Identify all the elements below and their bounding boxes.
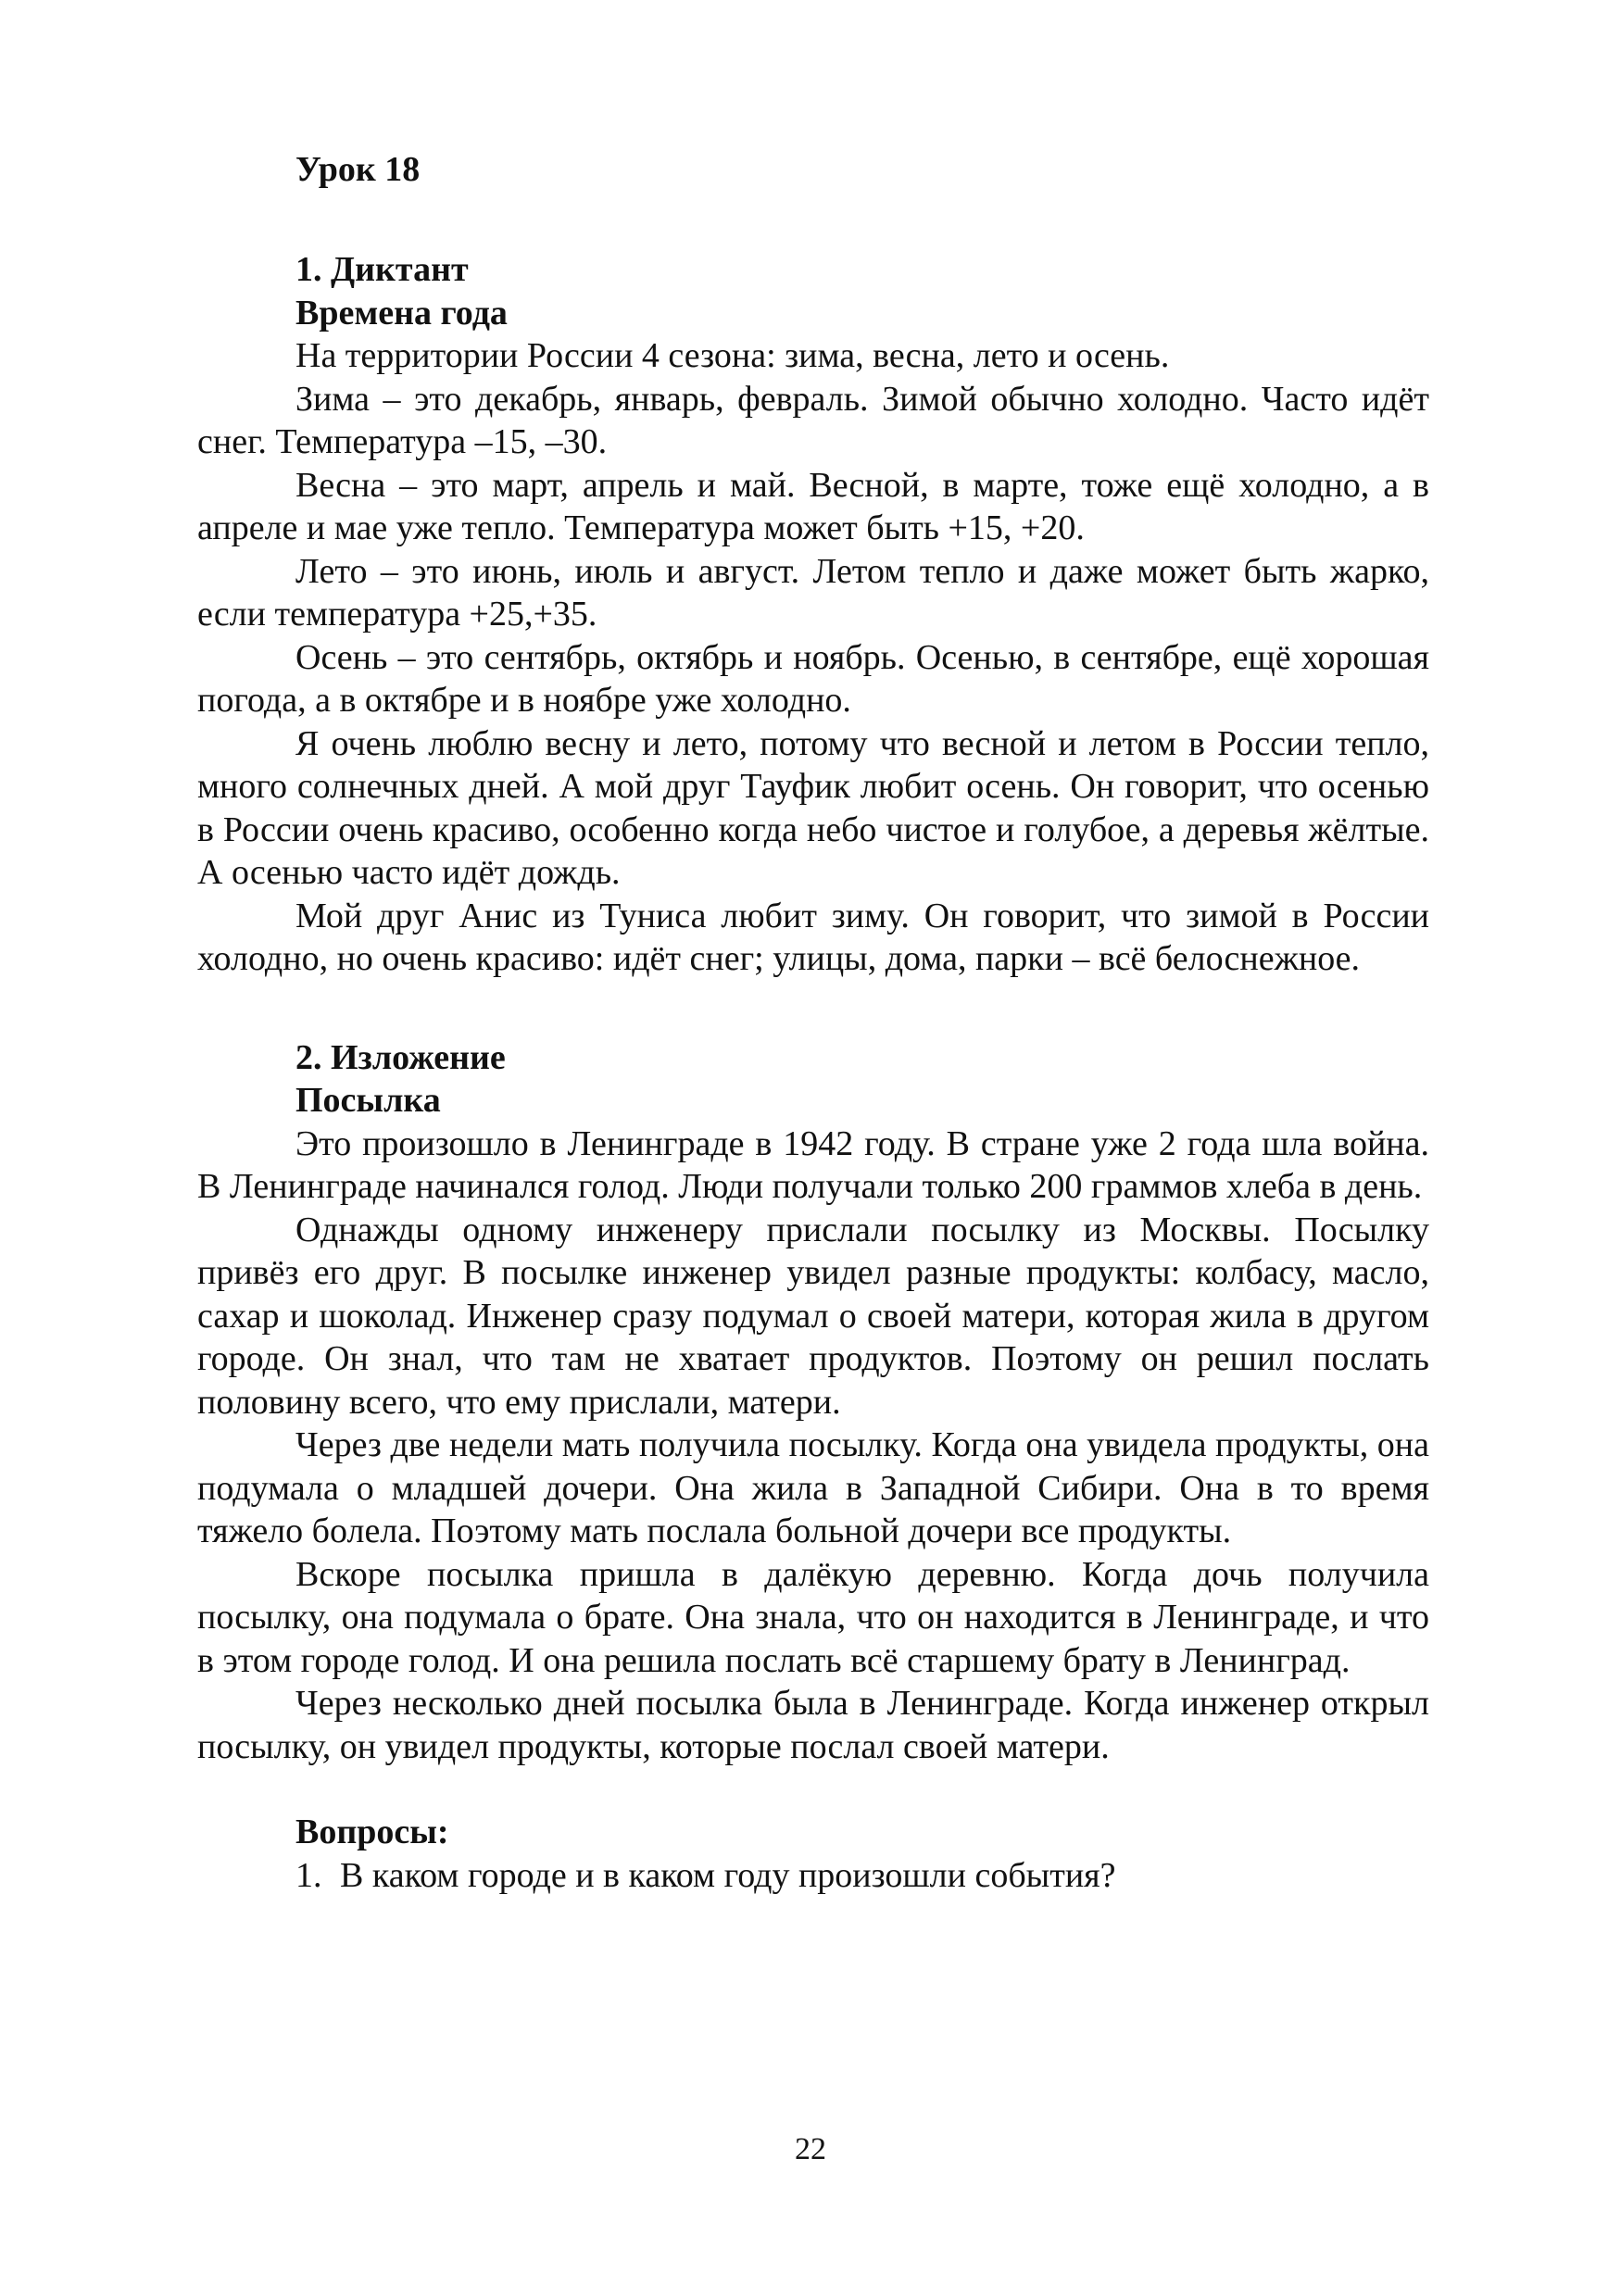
exposition-paragraph: Через несколько дней посылка была в Ленинграде. Когда инженер открыл посылку, он увидел продукты, которые послал своей матери. <box>197 1684 1429 1766</box>
page-number: 22 <box>795 2132 826 2166</box>
exposition-paragraph: Вскоре посылка пришла в далёкую деревню. Когда дочь получила посылку, она подумала о брате. Она знала, что он находится в Ленинграде, и что в этом городе голод. И она решила послать всё старшему брату в Ленинград. <box>197 1554 1429 1680</box>
page-content <box>197 146 1429 1897</box>
questions-heading: Вопросы: <box>295 1813 449 1851</box>
lesson-title: Урок 18 <box>295 150 421 189</box>
dictation-paragraph: Я очень люблю весну и лето, потому что весной и летом в России тепло, много солнечных дней. А мой друг Тауфик любит осень. Он говорит, что осенью в России очень красиво, особенно когда небо чистое и голубое, а деревья жёлтые. А осенью часто идёт дождь. <box>197 723 1429 892</box>
exposition-paragraph: Однажды одному инженеру прислали посылку из Москвы. Посылку привёз его друг. В посылке инженер увидел разные продукты: колбасу, масло, сахар и шоколад. Инженер сразу подумал о своей матери, которая жила в другом городе. Он знал, что там не хватает продуктов. Поэтому он решил послать половину всего, что ему прислали, матери. <box>197 1210 1429 1422</box>
dictation-paragraph: Осень – это сентябрь, октябрь и ноябрь. Осенью, в сентябре, ещё хорошая погода, а в октябре и в ноябре уже холодно. <box>197 637 1429 720</box>
exposition-heading: 2. Изложение <box>295 1037 506 1077</box>
dictation-section <box>197 248 1429 981</box>
exposition-section <box>197 1036 1429 1769</box>
exposition-paragraph: Через две недели мать получила посылку. Когда она увидела продукты, она подумала о младшей дочери. Она жила в Западной Сибири. Она в то время тяжело болела. Поэтому мать послала больной дочери все продукты. <box>197 1425 1429 1550</box>
dictation-paragraph: Мой друг Анис из Туниса любит зиму. Он говорит, что зимой в России холодно, но очень красиво: идёт снег; улицы, дома, парки – всё белоснежное. <box>197 896 1429 978</box>
dictation-paragraph: Зима – это декабрь, январь, февраль. Зимой обычно холодно. Часто идёт снег. Температура –15, –30. <box>197 379 1429 461</box>
question-item <box>295 1854 1429 1898</box>
questions-section <box>197 1811 1429 1897</box>
dictation-paragraph: На территории России 4 сезона: зима, весна, лето и осень. <box>295 336 1170 375</box>
exposition-title: Посылка <box>295 1081 441 1120</box>
questions-list <box>197 1854 1429 1898</box>
dictation-paragraph: Лето – это июнь, июль и август. Летом тепло и даже может быть жарко, если температура +25,+35. <box>197 551 1429 634</box>
dictation-paragraph: Весна – это март, апрель и май. Весной, в марте, тоже ещё холодно, а в апреле и мае уже тепло. Температура может быть +15, +20. <box>197 465 1429 547</box>
exposition-paragraph: Это произошло в Ленинграде в 1942 году. В стране уже 2 года шла война. В Ленинграде начинался голод. Люди получали только 200 граммов хлеба в день. <box>197 1123 1429 1206</box>
question-text: В каком городе и в каком году произошли события? <box>340 1855 1116 1895</box>
dictation-title: Времена года <box>295 293 508 332</box>
question-number: 1. <box>295 1855 322 1895</box>
dictation-heading: 1. Диктант <box>295 250 469 289</box>
